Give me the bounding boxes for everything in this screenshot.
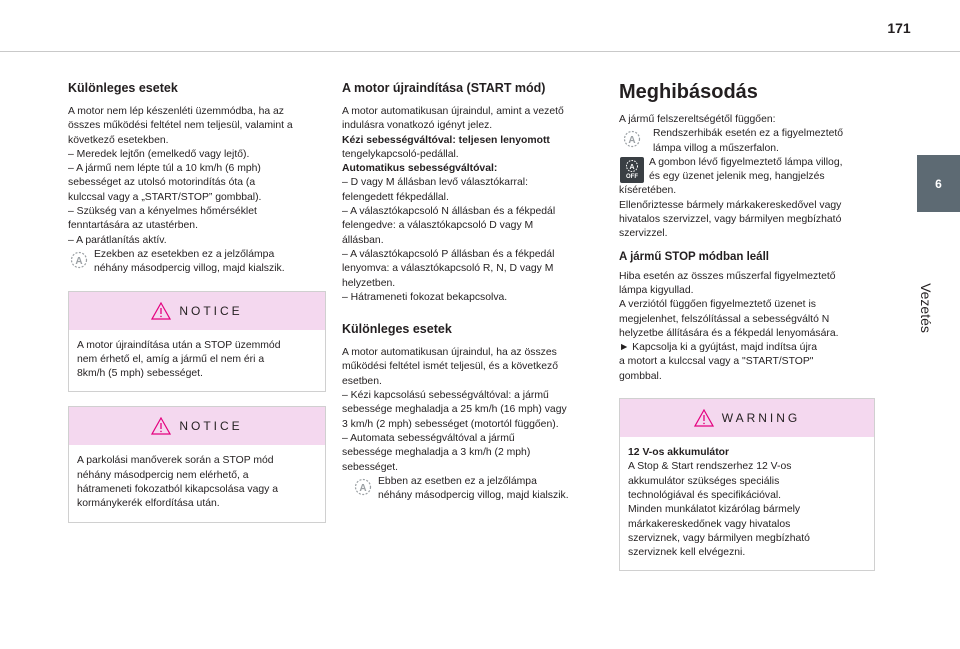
- notice-title: NOTICE: [179, 419, 243, 434]
- notice-box-2: [68, 406, 326, 522]
- warning-header: [620, 399, 874, 437]
- svg-text:A: A: [75, 255, 83, 267]
- column-1: [68, 80, 326, 523]
- auto-off-button-icon: [619, 156, 649, 182]
- header-rule: [0, 51, 960, 52]
- svg-text:A: A: [359, 482, 367, 494]
- notice-header: [69, 292, 325, 330]
- notice-triangle-icon: [151, 302, 171, 320]
- warning-title: WARNING: [721, 411, 801, 426]
- special-cases-text: A motor nem lép készenléti üzemmódba, ha az összes működési feltétel nem teljesül, valamint a következő esetekben. – Meredek lejtőn (emelkedő vagy lejtő). – A jármű nem lépte túl a 10 km/h (6 mph) sebességet az utolsó motorindítás óta (a kulccsal vagy a „START/STOP” gombbal). – Szükség van a kényelmes hőmérséklet fenntartására az utastérben. – A parátlanítás aktív.: [68, 106, 293, 246]
- warning-body: 12 V-os akkumulátor A Stop & Start rendszerhez 12 V-os akkumulátor szükséges speciális technológiával és specifikációval. Minden munkálatot kizárólag bármely márkakereskedőnek vagy hivatalos szerviznek, vagy bármilyen megbízható szerviznek kell elvégezni.: [620, 437, 874, 570]
- special-cases-heading: Különleges esetek: [68, 81, 178, 95]
- malfunction-intro: A jármű felszereltségétől függően:: [619, 114, 776, 125]
- chapter-number: 6: [935, 176, 942, 191]
- notice-header: [69, 407, 325, 445]
- special-cases-heading-2: Különleges esetek: [342, 322, 452, 337]
- column-2: [342, 80, 598, 503]
- chapter-name: Vezetés: [918, 283, 934, 333]
- warning-triangle-icon: [694, 409, 714, 427]
- indicator-note-2: A Ebben az esetben ez a jelzőlámpa néhány másodpercig villog, majd kialszik.: [342, 475, 598, 504]
- column-3: Meghibásodás A jármű felszereltségétől függően: A Rendszerhibák esetén ez a figyelmeztető lámpa villog a műszerfalon. A OFF A gombon lévő figyelmeztető lámpa villog, és egy üzenet jelenik meg, hangjelzés kíséretében. Ellenőriztesse bármely márkakereskedővel vagy hivatalos szervizzel, vagy bármilyen megbízható szervizzel. A jármű STOP módban leáll Hiba esetén az összes műszerfal figyelmeztető lámpa kigyullad. A verziótól függően figyelmeztető üzenet is megjelenhet, felszólítással a sebességváltó N helyzetbe állítására és a fékpedál lenyomására. ► Kapcsolja ki a gyújtást, majd indítsa újra a motort a kulccsal vagy a "START/STOP" gombbal. WARNING 12 V-os akkumulátor A Stop & Start rendszerhez 12 V-os akkumulátor szükséges speciális technológiával és specifikációval. Minden munkálatot kizárólag bármely márkakereskedőnek vagy hivatalos szerviznek, vagy bármilyen megbízható szerviznek kell elvégezni.: [619, 80, 875, 571]
- restart-text: A motor automatikusan újraindul, amint a vezető indulásra vonatkozó igényt jelez. Kézi sebességváltóval: teljesen lenyomott tengelykapcsoló-pedállal. Automatikus sebességváltóval: – D vagy M állásban levő választókarral: felengedett fékpedállal. – A választókapcsoló N állásban és a fékpedál felengedve: a választókapcsoló D vagy M állásban. – A választókapcsoló P állásban és a fékpedál lenyomva: a választókapcsoló R, N, D vagy M helyzetben. – Hátrameneti fokozat bekapcsolva.: [342, 106, 564, 303]
- malfunction-heading: Meghibásodás: [619, 81, 758, 103]
- button-fault-item: A OFF A gombon lévő figyelmeztető lámpa villog, és egy üzenet jelenik meg, hangjelzés kíséretében.: [619, 156, 843, 197]
- special-cases-text-2: A motor automatikusan újraindul, ha az összes működési feltétel ismét teljesül, és a következő esetben. – Kézi kapcsolású sebességváltóval: a jármű sebessége meghaladja a 25 km/h (16 mph) vagy 3 km/h (2 mph) sebességet (motortól függően). – Automata sebességváltóval a jármű sebessége meghaladja a 3 km/h (2 mph) sebességet.: [342, 347, 567, 473]
- svg-text:A: A: [629, 163, 635, 171]
- indicator-note: A Ezekben az esetekben ez a jelzőlámpa néhány másodpercig villog, majd kialszik.: [68, 248, 326, 277]
- auto-stop-start-icon: [68, 248, 90, 270]
- notice-box-1: [68, 291, 326, 393]
- page-number: 171: [887, 20, 911, 36]
- restart-heading: A motor újraindítása (START mód): [342, 81, 546, 95]
- chapter-tab[interactable]: [917, 155, 960, 212]
- auto-stop-start-icon: [352, 475, 374, 497]
- auto-stop-start-icon: [619, 127, 645, 149]
- battery-heading: 12 V-os akkumulátor: [628, 447, 730, 459]
- notice-body: A parkolási manőverek során a STOP mód néhány másodpercig nem elérhető, a hátrameneti fokozatból kikapcsolása vagy a kormánykerék elfordítása után.: [77, 455, 278, 510]
- system-fault-item: A Rendszerhibák esetén ez a figyelmeztető lámpa villog a műszerfalon.: [619, 127, 875, 156]
- warning-box: [619, 398, 875, 571]
- stall-text: Hiba esetén az összes műszerfal figyelmeztető lámpa kigyullad. A verziótól függően figyelmeztető üzenet is megjelenhet, felszólítással a sebességváltó N helyzetbe állítására és a fékpedál lenyomására. ► Kapcsolja ki a gyújtást, majd indítsa újra a motort a kulccsal vagy a "START/STOP" gombbal.: [619, 270, 839, 382]
- notice-title: NOTICE: [179, 303, 243, 318]
- off-label: OFF: [626, 173, 638, 180]
- svg-text:A: A: [628, 135, 636, 147]
- notice-triangle-icon: [151, 417, 171, 435]
- notice-body: A motor újraindítása után a STOP üzemmód nem érhető el, amíg a jármű el nem éri a 8km/h (5 mph) sebességet.: [77, 339, 281, 380]
- stall-heading: A jármű STOP módban leáll: [619, 250, 769, 263]
